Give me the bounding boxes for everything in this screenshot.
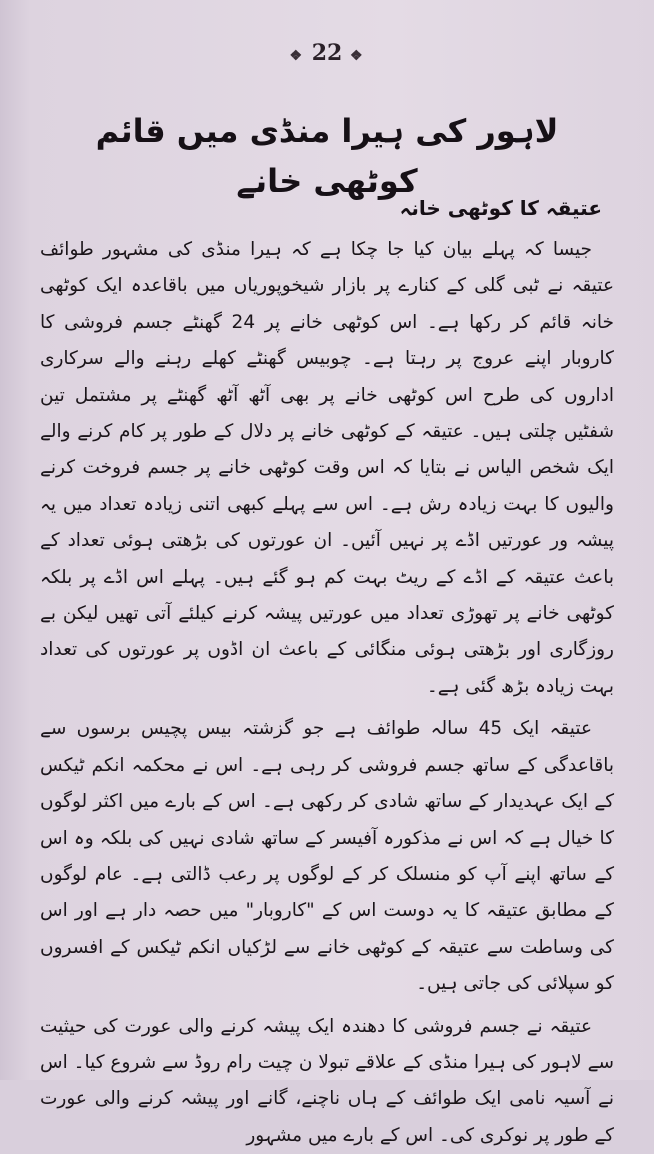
section-heading: عتیقہ کا کوٹھی خانہ <box>399 196 602 220</box>
paragraph: عتیقہ ایک 45 سالہ طوائف ہے جو گزشتہ بیس پچیس برسوں سے باقاعدگی کے ساتھ جسم فروشی کر رہی ہے۔ اس نے محکمہ انکم ٹیکس کے ایک عہدیدار کے ساتھ شادی کر رکھی ہے۔ اس کے بارے میں اکثر لوگوں کا خیال ہے کہ اس نے مذکورہ آفیسر کے ساتھ شادی نہیں کی بلکہ وہ اس کے ساتھ اپنے آپ کو منسلک کر کے لوگوں پر رعب ڈالتی ہے۔ عام لوگوں کے مطابق عتیقہ کا یہ دوست اس کے "کاروبار" میں حصہ دار ہے اور اس کی وساطت سے عتیقہ کے کوٹھی خانے سے لڑکیاں انکم ٹیکس کے افسروں کو سپلائی کی جاتی ہیں۔ <box>40 718 614 995</box>
paragraph: عتیقہ نے جسم فروشی کا دھندہ ایک پیشہ کرنے والی عورت کی حیثیت سے لاہور کی ہیرا منڈی کے علاقے تبولا ن چیت رام روڈ سے شروع کیا۔ اس نے آسیہ نامی ایک طوائف کے ہاں ناچنے، گانے اور پیشہ کرنے والی عورت کے طور پر نوکری کی۔ اس کے بارے میں مشہور <box>40 1015 614 1146</box>
right-ornament-icon: ❖ <box>349 48 365 64</box>
page-number <box>0 40 654 66</box>
chapter-title: لاہور کی ہیرا منڈی میں قائم کوٹھی خانے <box>95 112 559 200</box>
paragraph: جیسا کہ پہلے بیان کیا جا چکا ہے کہ ہیرا منڈی کی مشہور طوائف عتیقہ نے ٹبی گلی کے کنارے پر بازار شیخوپوریاں میں باقاعدہ ایک کوٹھی خانہ قائم کر رکھا ہے۔ اس کوٹھی خانے پر 24 گھنٹے جسم فروشی کا کاروبار اپنے عروج پر رہتا ہے۔ چوبیس گھنٹے کھلے رہنے والے سرکاری اداروں کی طرح اس کوٹھی خانے پر بھی آٹھ آٹھ گھنٹے پر مشتمل تین شفٹیں چلتی ہیں۔ عتیقہ کے کوٹھی خانے پر دلال کے طور پر کام کرنے والے ایک شخص الیاس نے بتایا کہ اس وقت کوٹھی خانے پر جسم فروخت کرنے والیوں کا بہت زیادہ رش ہے۔ اس سے پہلے کبھی اتنی زیادہ تعداد میں یہ پیشہ ور عورتیں اڈے پر نہیں آئیں۔ ان عورتوں کی بڑھتی ہوئی تعداد کے باعث عتیقہ کے اڈے کے ریٹ بہت کم ہو گئے ہیں۔ پہلے اس اڈے پر بلکہ کوٹھی خانے پر تھوڑی تعداد میں عورتیں پیشہ کرنے کیلئے آتی تھیں لیکن بے روزگاری اور بڑھتی ہوئی منگائی کے باعث ان اڈوں پر عورتوں کی تعداد بہت زیادہ بڑھ گئی ہے۔ <box>40 239 614 697</box>
left-ornament-icon: ❖ <box>289 48 305 64</box>
body-text <box>40 232 614 1154</box>
page-number-value: 22 <box>311 40 343 66</box>
